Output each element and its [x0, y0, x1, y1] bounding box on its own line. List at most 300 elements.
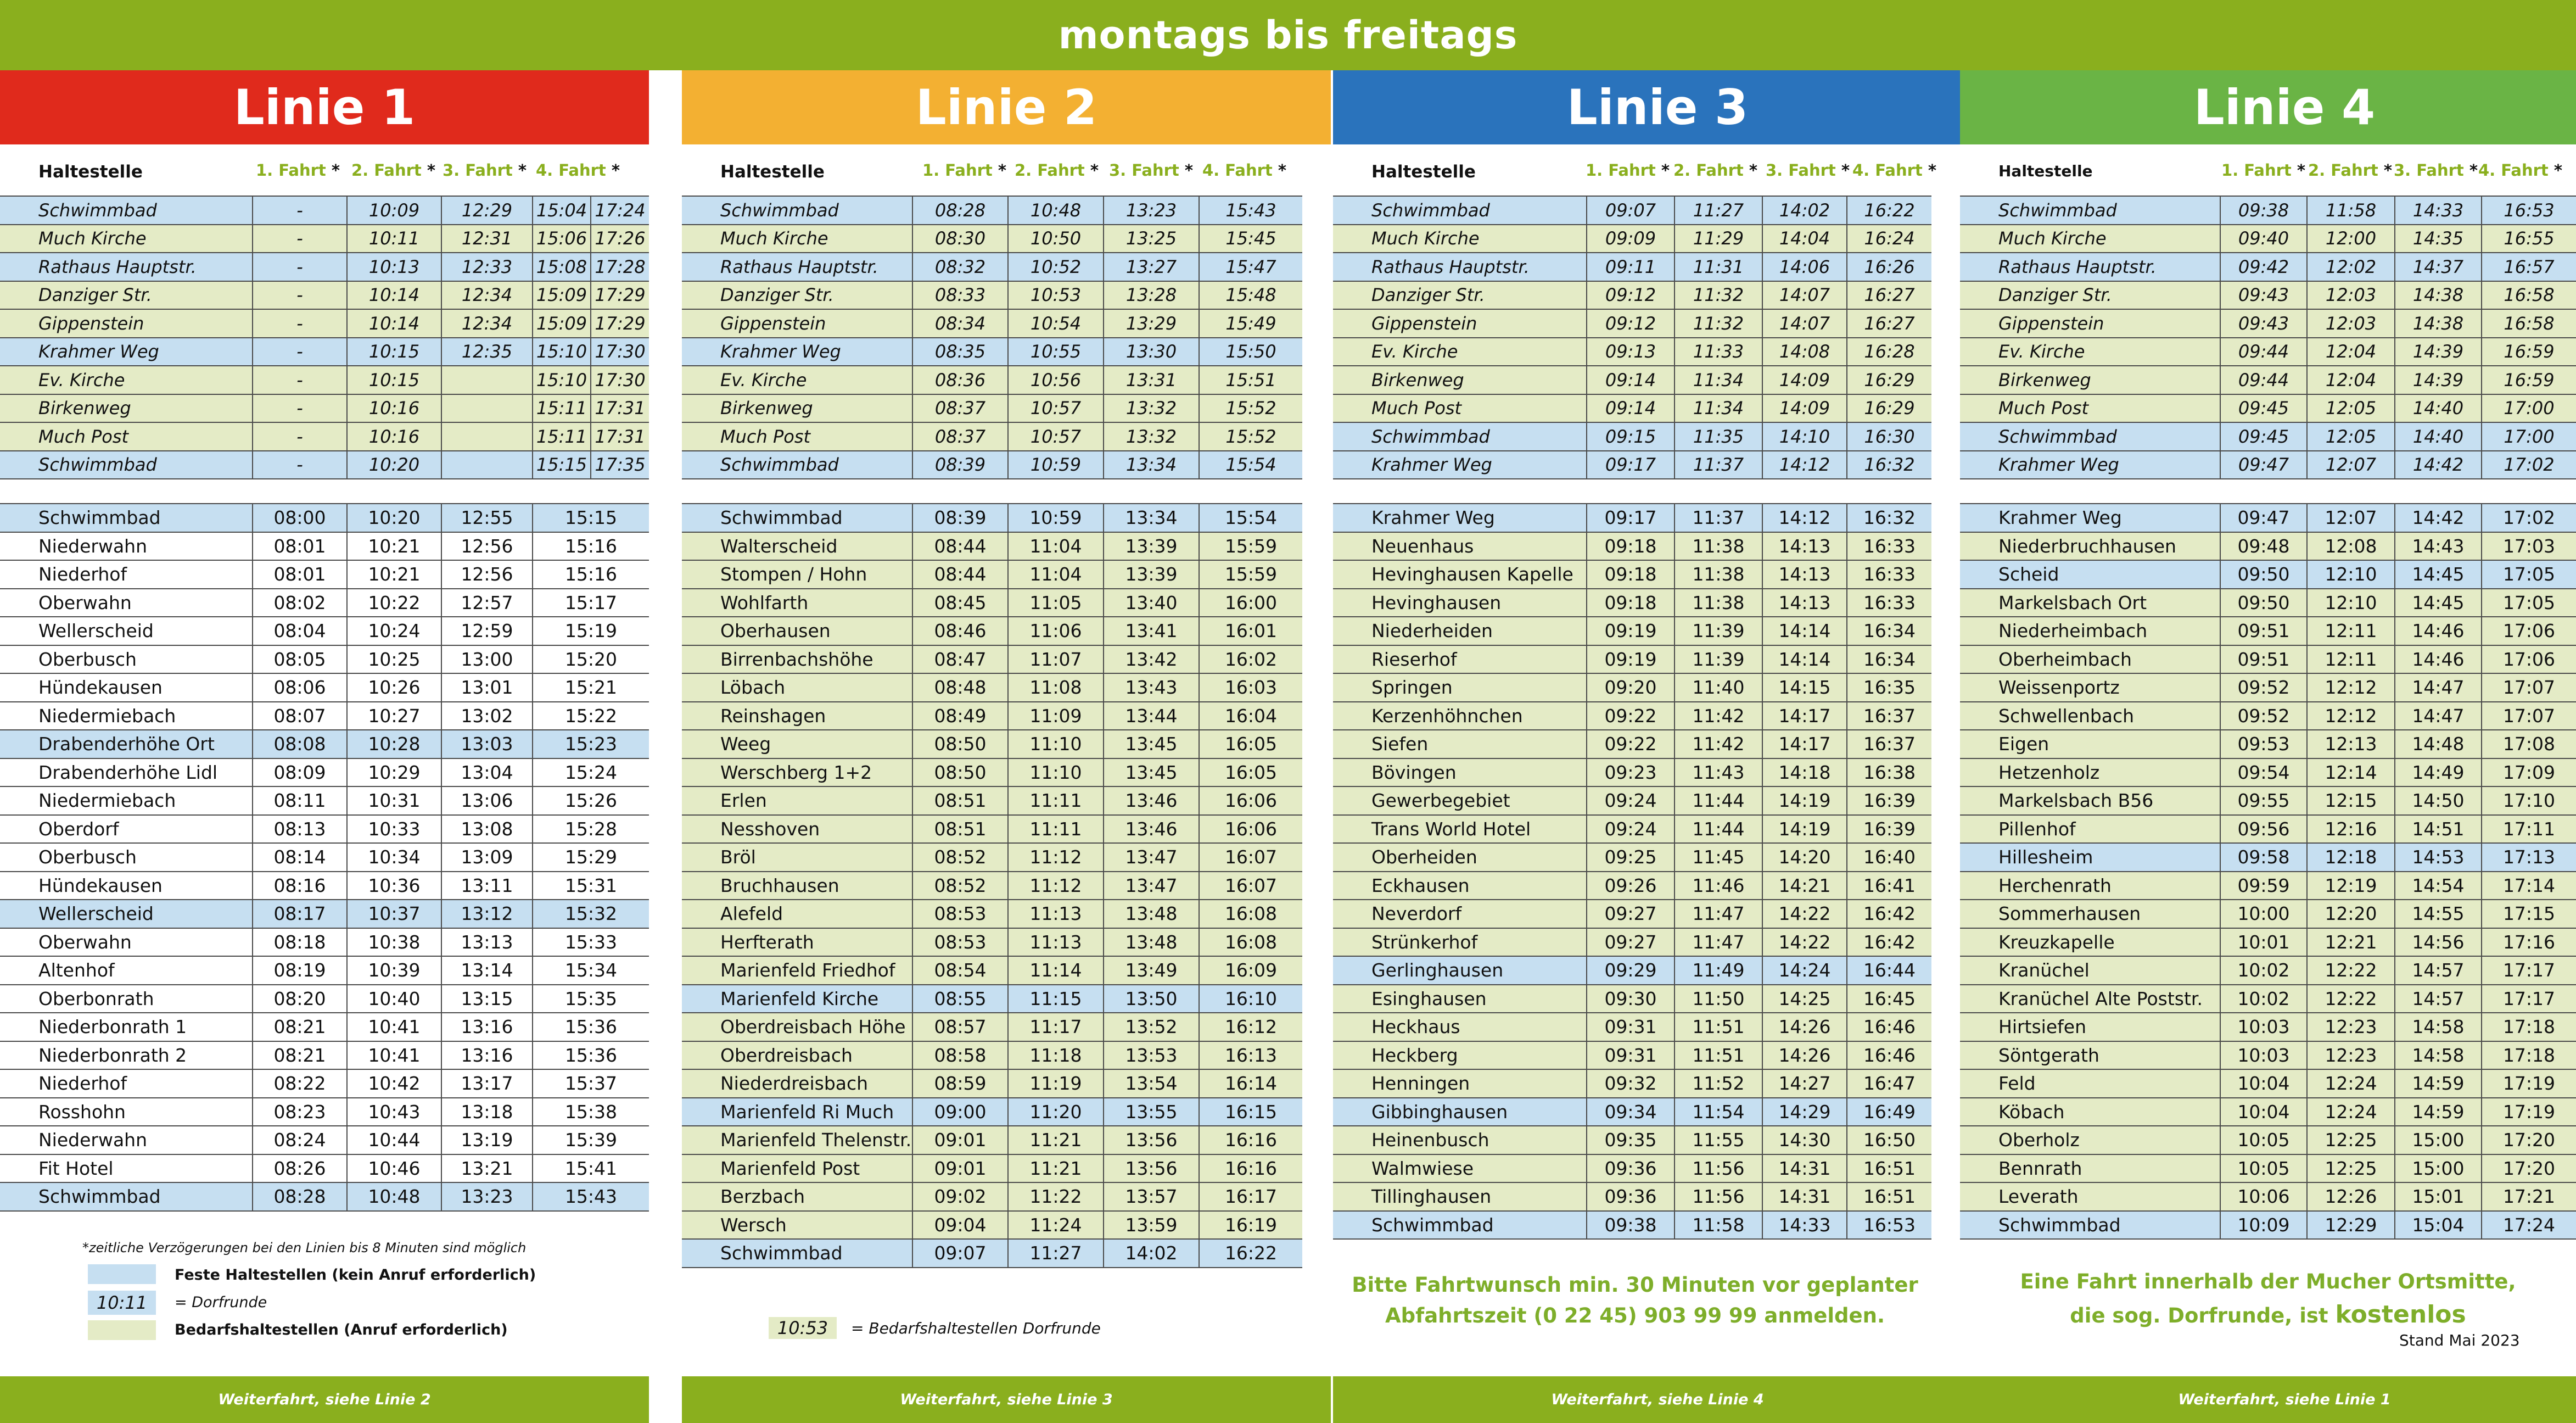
departure-time: 10:48	[347, 1182, 441, 1211]
fahrt-2-header: 2. Fahrt *	[2308, 161, 2392, 180]
departure-time: 14:22	[1762, 900, 1847, 928]
timetable-row	[1960, 504, 2576, 532]
departure-time: 16:59	[2482, 366, 2576, 394]
departure-time: 14:29	[1762, 1098, 1847, 1126]
departure-time: 09:02	[912, 1182, 1008, 1211]
departure-time: 14:18	[1762, 758, 1847, 787]
timetable-row	[1960, 253, 2576, 281]
departure-time: 13:46	[1104, 815, 1199, 844]
departure-time: 15:17	[533, 589, 649, 617]
timetable-row	[0, 1041, 649, 1070]
departure-time: 08:53	[912, 900, 1008, 928]
departure-time: 08:02	[253, 589, 347, 617]
linie-3-title: Linie 3	[1333, 70, 1982, 144]
linie-2-column	[682, 70, 1331, 1423]
departure-time: 09:11	[1587, 253, 1675, 281]
departure-time: 14:57	[2395, 956, 2482, 985]
departure-time: 10:52	[1008, 253, 1104, 281]
departure-time: 15:29	[533, 843, 649, 872]
stop-name: Krahmer Weg	[0, 338, 253, 366]
departure-time: 16:51	[1847, 1182, 1931, 1211]
departure-time: 11:05	[1008, 589, 1104, 617]
stop-name: Niederwahn	[0, 532, 253, 561]
stop-name: Birkenweg	[682, 394, 912, 423]
departure-time: 12:08	[2307, 532, 2395, 561]
departure-time: 09:19	[1587, 645, 1675, 674]
linie-4-title: Linie 4	[1960, 70, 2576, 144]
departure-time: 12:29	[441, 196, 533, 225]
departure-time: 13:16	[441, 1041, 533, 1070]
departure-time: 11:51	[1675, 1013, 1762, 1041]
booking-note-line-2: Abfahrtszeit (0 22 45) 903 99 99 anmelden.	[1385, 1304, 1885, 1327]
stop-name: Berzbach	[682, 1182, 912, 1211]
timetable-row	[0, 673, 649, 702]
timetable-row	[682, 900, 1302, 928]
stop-name: Leverath	[1960, 1182, 2220, 1211]
stop-name: Birkenweg	[1333, 366, 1587, 394]
timetable-row	[0, 504, 649, 532]
stop-name: Krahmer Weg	[1333, 504, 1587, 532]
departure-time: 15:49	[1199, 309, 1302, 338]
departure-time: 15:11	[533, 394, 591, 423]
timetable-row	[1333, 281, 1931, 310]
departure-time: 08:53	[912, 928, 1008, 957]
departure-time: 10:59	[1008, 504, 1104, 532]
timetable-row	[0, 560, 649, 589]
stop-name: Schwimmbad	[682, 1239, 912, 1268]
departure-time: 11:50	[1675, 985, 1762, 1013]
departure-time: 16:50	[1847, 1126, 1931, 1154]
departure-time: 09:47	[2220, 451, 2307, 479]
departure-time: 14:42	[2395, 504, 2482, 532]
timetable-row	[1333, 645, 1931, 674]
timetable-row	[1960, 843, 2576, 872]
stop-name: Niederbruchhausen	[1960, 532, 2220, 561]
departure-time: 15:21	[533, 673, 649, 702]
fixed-stop-legend-swatch	[88, 1264, 156, 1284]
stop-name: Walterscheid	[682, 532, 912, 561]
departure-time: 10:41	[347, 1041, 441, 1070]
fahrt-3-header: 3. Fahrt *	[2394, 161, 2478, 180]
departure-time: 13:28	[1104, 281, 1199, 310]
timetable-row	[682, 451, 1302, 479]
departure-time: 08:23	[253, 1098, 347, 1126]
departure-time: 14:33	[1762, 1211, 1847, 1240]
departure-time: 09:22	[1587, 702, 1675, 730]
departure-time: 09:51	[2220, 617, 2307, 645]
timetable-row	[682, 1126, 1302, 1154]
departure-time: 09:31	[1587, 1013, 1675, 1041]
departure-time: 16:40	[1847, 843, 1931, 872]
stop-name: Hevinghausen	[1333, 589, 1587, 617]
timetable-row	[1960, 338, 2576, 366]
departure-time: 16:24	[1847, 225, 1931, 253]
timetable-row	[682, 1069, 1302, 1098]
departure-time: 11:14	[1008, 956, 1104, 985]
departure-time: 09:44	[2220, 366, 2307, 394]
linie-4-footer: Weiterfahrt, siehe Linie 1	[1960, 1376, 2576, 1423]
departure-time: 12:07	[2307, 451, 2395, 479]
departure-time: 16:29	[1847, 394, 1931, 423]
timetable-row	[682, 956, 1302, 985]
departure-time: 13:56	[1104, 1154, 1199, 1183]
stop-name: Krahmer Weg	[1960, 504, 2220, 532]
departure-time: 16:37	[1847, 730, 1931, 758]
timetable-row	[1960, 900, 2576, 928]
dorfrunde-legend: = Bedarfshaltestellen Dorfrunde	[851, 1319, 1101, 1337]
stop-header: Haltestelle	[1998, 162, 2093, 180]
stop-header: Haltestelle	[38, 162, 143, 182]
linie-3-column	[1333, 70, 1982, 1423]
departure-time: 10:55	[1008, 338, 1104, 366]
timetable-row	[682, 673, 1302, 702]
departure-time: 11:15	[1008, 985, 1104, 1013]
stop-name: Niederheimbach	[1960, 617, 2220, 645]
timetable-row	[0, 1182, 649, 1211]
stop-name: Much Kirche	[0, 225, 253, 253]
departure-time: 16:39	[1847, 786, 1931, 815]
timetable-row	[682, 645, 1302, 674]
departure-time: 14:33	[2395, 196, 2482, 225]
departure-time: 12:11	[2307, 617, 2395, 645]
departure-time: 09:40	[2220, 225, 2307, 253]
timetable-row	[0, 309, 649, 338]
departure-time: 11:54	[1675, 1098, 1762, 1126]
departure-time: 14:43	[2395, 532, 2482, 561]
departure-time: 12:04	[2307, 338, 2395, 366]
departure-time: 13:17	[441, 1069, 533, 1098]
departure-time: 11:44	[1675, 786, 1762, 815]
departure-time: 12:34	[441, 281, 533, 310]
stop-name: Gippenstein	[682, 309, 912, 338]
departure-time: 09:22	[1587, 730, 1675, 758]
stop-header: Haltestelle	[720, 162, 825, 182]
departure-time: -	[253, 422, 347, 451]
departure-time: 11:24	[1008, 1211, 1104, 1240]
departure-time: 16:29	[1847, 366, 1931, 394]
timetable-row	[682, 1041, 1302, 1070]
departure-time: 12:21	[2307, 928, 2395, 957]
departure-time: 16:39	[1847, 815, 1931, 844]
departure-time: 13:45	[1104, 758, 1199, 787]
departure-time: 10:20	[347, 504, 441, 532]
departure-time	[441, 366, 533, 394]
departure-time: 14:46	[2395, 645, 2482, 674]
timetable-row	[0, 872, 649, 900]
departure-time: 10:00	[2220, 900, 2307, 928]
stop-name: Schwimmbad	[1333, 196, 1587, 225]
departure-time: 12:26	[2307, 1182, 2395, 1211]
departure-time: 09:30	[1587, 985, 1675, 1013]
departure-time: 08:44	[912, 560, 1008, 589]
stop-name: Ev. Kirche	[682, 366, 912, 394]
departure-time: -	[253, 253, 347, 281]
departure-time: 09:24	[1587, 815, 1675, 844]
departure-time: 10:56	[1008, 366, 1104, 394]
departure-time: 17:06	[2482, 645, 2576, 674]
departure-time: 15:15	[533, 504, 649, 532]
timetable-row	[682, 394, 1302, 423]
stop-name: Birkenweg	[0, 394, 253, 423]
departure-time: 08:16	[253, 872, 347, 900]
departure-time: 16:05	[1199, 730, 1302, 758]
timetable-row	[0, 589, 649, 617]
departure-time: 12:04	[2307, 366, 2395, 394]
delay-note: *zeitliche Verzögerungen bei den Linien bis 8 Minuten sind möglich	[82, 1240, 527, 1255]
linie-1-top-table	[0, 196, 649, 479]
timetable-row	[1333, 1126, 1931, 1154]
departure-time: 14:24	[1762, 956, 1847, 985]
departure-time: 16:53	[1847, 1211, 1931, 1240]
stop-name: Sommerhausen	[1960, 900, 2220, 928]
stop-name: Gippenstein	[0, 309, 253, 338]
departure-time: 14:39	[2395, 338, 2482, 366]
departure-time: -	[253, 225, 347, 253]
departure-time: 08:37	[912, 422, 1008, 451]
departure-time: 16:15	[1199, 1098, 1302, 1126]
stop-name: Hillesheim	[1960, 843, 2220, 872]
timetable-row	[1960, 815, 2576, 844]
departure-time: 08:59	[912, 1069, 1008, 1098]
departure-time: 16:27	[1847, 281, 1931, 310]
timetable-row	[682, 730, 1302, 758]
departure-time: 12:19	[2307, 872, 2395, 900]
departure-time: 13:45	[1104, 730, 1199, 758]
timetable-row	[1960, 1041, 2576, 1070]
departure-time: 14:08	[1762, 338, 1847, 366]
stop-name: Niederhof	[0, 1069, 253, 1098]
departure-time: 17:11	[2482, 815, 2576, 844]
timetable-row	[1333, 702, 1931, 730]
stop-name: Niederbonrath 2	[0, 1041, 253, 1070]
departure-time: 09:50	[2220, 560, 2307, 589]
departure-time: 13:34	[1104, 451, 1199, 479]
departure-time: 14:27	[1762, 1069, 1847, 1098]
departure-time: 08:22	[253, 1069, 347, 1098]
departure-time: 09:12	[1587, 309, 1675, 338]
stop-name: Schwimmbad	[682, 451, 912, 479]
departure-time: 10:46	[347, 1154, 441, 1183]
departure-time: 12:24	[2307, 1069, 2395, 1098]
stop-name: Much Kirche	[682, 225, 912, 253]
departure-time: 14:47	[2395, 702, 2482, 730]
departure-time: 12:05	[2307, 394, 2395, 423]
timetable-row	[682, 532, 1302, 561]
departure-time: 10:04	[2220, 1069, 2307, 1098]
departure-time: 10:31	[347, 786, 441, 815]
departure-time: 11:39	[1675, 617, 1762, 645]
departure-time: 14:39	[2395, 366, 2482, 394]
departure-time: 11:56	[1675, 1154, 1762, 1183]
stop-name: Bövingen	[1333, 758, 1587, 787]
departure-time: 17:30	[591, 366, 649, 394]
departure-time: 16:19	[1199, 1211, 1302, 1240]
linie-4-top-table	[1960, 196, 2576, 479]
departure-time: 17:29	[591, 281, 649, 310]
departure-time: 13:15	[441, 985, 533, 1013]
departure-time: 13:11	[441, 872, 533, 900]
timetable-row	[1960, 1182, 2576, 1211]
stop-name: Niederbonrath 1	[0, 1013, 253, 1041]
departure-time: 12:23	[2307, 1041, 2395, 1070]
departure-time: 12:16	[2307, 815, 2395, 844]
departure-time: 14:38	[2395, 281, 2482, 310]
kostenlos-highlight: kostenlos	[2335, 1301, 2466, 1329]
departure-time: 11:37	[1675, 504, 1762, 532]
departure-time: 14:45	[2395, 589, 2482, 617]
departure-time: 11:39	[1675, 645, 1762, 674]
departure-time: 14:09	[1762, 366, 1847, 394]
fahrt-2-header: 2. Fahrt *	[1673, 161, 1757, 180]
departure-time: 14:31	[1762, 1154, 1847, 1183]
departure-time: 08:20	[253, 985, 347, 1013]
timetable-row	[1333, 1069, 1931, 1098]
departure-time: 14:45	[2395, 560, 2482, 589]
departure-time: 17:26	[591, 225, 649, 253]
departure-time: 12:56	[441, 560, 533, 589]
departure-time: 11:04	[1008, 532, 1104, 561]
departure-time: 11:38	[1675, 532, 1762, 561]
stop-name: Erlen	[682, 786, 912, 815]
departure-time: 14:14	[1762, 617, 1847, 645]
departure-time: 14:26	[1762, 1041, 1847, 1070]
timetable-row	[0, 758, 649, 787]
departure-time: 11:12	[1008, 843, 1104, 872]
timetable-row	[0, 702, 649, 730]
departure-time: 12:13	[2307, 730, 2395, 758]
departure-time: 12:03	[2307, 309, 2395, 338]
dorfrunde-legend-swatch: 10:53	[769, 1317, 837, 1339]
stop-name: Hündekausen	[0, 673, 253, 702]
departure-time: 10:09	[2220, 1211, 2307, 1240]
departure-time: 16:07	[1199, 843, 1302, 872]
departure-time: 16:37	[1847, 702, 1931, 730]
departure-time: 14:25	[1762, 985, 1847, 1013]
departure-time: 17:21	[2482, 1182, 2576, 1211]
departure-time: 11:13	[1008, 928, 1104, 957]
departure-time: 09:17	[1587, 451, 1675, 479]
timetable-row	[1333, 730, 1931, 758]
departure-time: 14:13	[1762, 589, 1847, 617]
departure-time: 12:07	[2307, 504, 2395, 532]
timetable-row	[682, 253, 1302, 281]
timetable-row	[1333, 309, 1931, 338]
stop-name: Heckberg	[1333, 1041, 1587, 1070]
departure-time: 10:57	[1008, 422, 1104, 451]
timetable-row	[0, 366, 649, 394]
departure-time: 08:17	[253, 900, 347, 928]
departure-time: 12:15	[2307, 786, 2395, 815]
timetable-row	[1333, 1211, 1931, 1240]
timetable-row	[0, 900, 649, 928]
departure-time: 15:34	[533, 956, 649, 985]
timetable-row	[1333, 532, 1931, 561]
departure-time: 09:07	[1587, 196, 1675, 225]
departure-time: 09:18	[1587, 560, 1675, 589]
timetable-row	[0, 1154, 649, 1183]
linie-4-column	[1960, 70, 2576, 1423]
departure-time: 16:17	[1199, 1182, 1302, 1211]
linie-3-footer: Weiterfahrt, siehe Linie 4	[1333, 1376, 1982, 1423]
departure-time: 14:40	[2395, 394, 2482, 423]
departure-time: 14:20	[1762, 843, 1847, 872]
stop-name: Hirtsiefen	[1960, 1013, 2220, 1041]
stop-name: Rieserhof	[1333, 645, 1587, 674]
timetable-row	[1960, 928, 2576, 957]
departure-time: 10:16	[347, 422, 441, 451]
stop-name: Schwimmbad	[682, 196, 912, 225]
departure-time: 16:22	[1847, 196, 1931, 225]
dorfrunde-legend-swatch: 10:11	[88, 1291, 156, 1315]
timetable-row	[682, 422, 1302, 451]
timetable-row	[1960, 730, 2576, 758]
departure-time: 10:48	[1008, 196, 1104, 225]
departure-time: 16:07	[1199, 872, 1302, 900]
stop-name: Gerlinghausen	[1333, 956, 1587, 985]
departure-time: 13:08	[441, 815, 533, 844]
departure-time: 14:12	[1762, 504, 1847, 532]
departure-time: 15:33	[533, 928, 649, 957]
departure-time: 17:19	[2482, 1069, 2576, 1098]
stop-name: Drabenderhöhe Lidl	[0, 758, 253, 787]
departure-time: 17:00	[2482, 394, 2576, 423]
departure-time: 15:15	[533, 451, 591, 479]
fahrt-2-header: 2. Fahrt *	[1015, 161, 1099, 180]
stop-name: Gewerbegebiet	[1333, 786, 1587, 815]
stop-name: Herchenrath	[1960, 872, 2220, 900]
departure-time: 08:14	[253, 843, 347, 872]
fahrt-1-header: 1. Fahrt *	[256, 161, 340, 180]
timetable-row	[682, 1098, 1302, 1126]
timetable-row	[1333, 900, 1931, 928]
timetable-row	[1333, 985, 1931, 1013]
departure-time: 09:25	[1587, 843, 1675, 872]
departure-time: 14:46	[2395, 617, 2482, 645]
departure-time: 15:10	[533, 338, 591, 366]
departure-time: 17:35	[591, 451, 649, 479]
stop-name: Walmwiese	[1333, 1154, 1587, 1183]
departure-time: 16:06	[1199, 815, 1302, 844]
departure-time: 09:52	[2220, 702, 2307, 730]
departure-time: 12:22	[2307, 956, 2395, 985]
stop-name: Wohlfarth	[682, 589, 912, 617]
departure-time: 09:01	[912, 1126, 1008, 1154]
stop-name: Much Post	[0, 422, 253, 451]
departure-time: 16:38	[1847, 758, 1931, 787]
departure-time: 11:32	[1675, 281, 1762, 310]
column-header	[0, 150, 649, 195]
departure-time: 09:59	[2220, 872, 2307, 900]
stop-name: Ev. Kirche	[1333, 338, 1587, 366]
departure-time: 11:46	[1675, 872, 1762, 900]
departure-time: 10:40	[347, 985, 441, 1013]
departure-time: 11:13	[1008, 900, 1104, 928]
departure-time: 16:34	[1847, 645, 1931, 674]
stop-name: Scheid	[1960, 560, 2220, 589]
timetable-row	[682, 815, 1302, 844]
dorfrunde-note-line-2	[1960, 1301, 2576, 1329]
departure-time: 12:25	[2307, 1126, 2395, 1154]
fahrt-1-header: 1. Fahrt *	[922, 161, 1006, 180]
departure-time: 15:23	[533, 730, 649, 758]
departure-time: 11:58	[2307, 196, 2395, 225]
timetable-row	[682, 366, 1302, 394]
departure-time: 15:36	[533, 1041, 649, 1070]
timetable-row	[1333, 422, 1931, 451]
timetable-row	[0, 532, 649, 561]
timetable-row	[1960, 309, 2576, 338]
departure-time: 14:21	[1762, 872, 1847, 900]
